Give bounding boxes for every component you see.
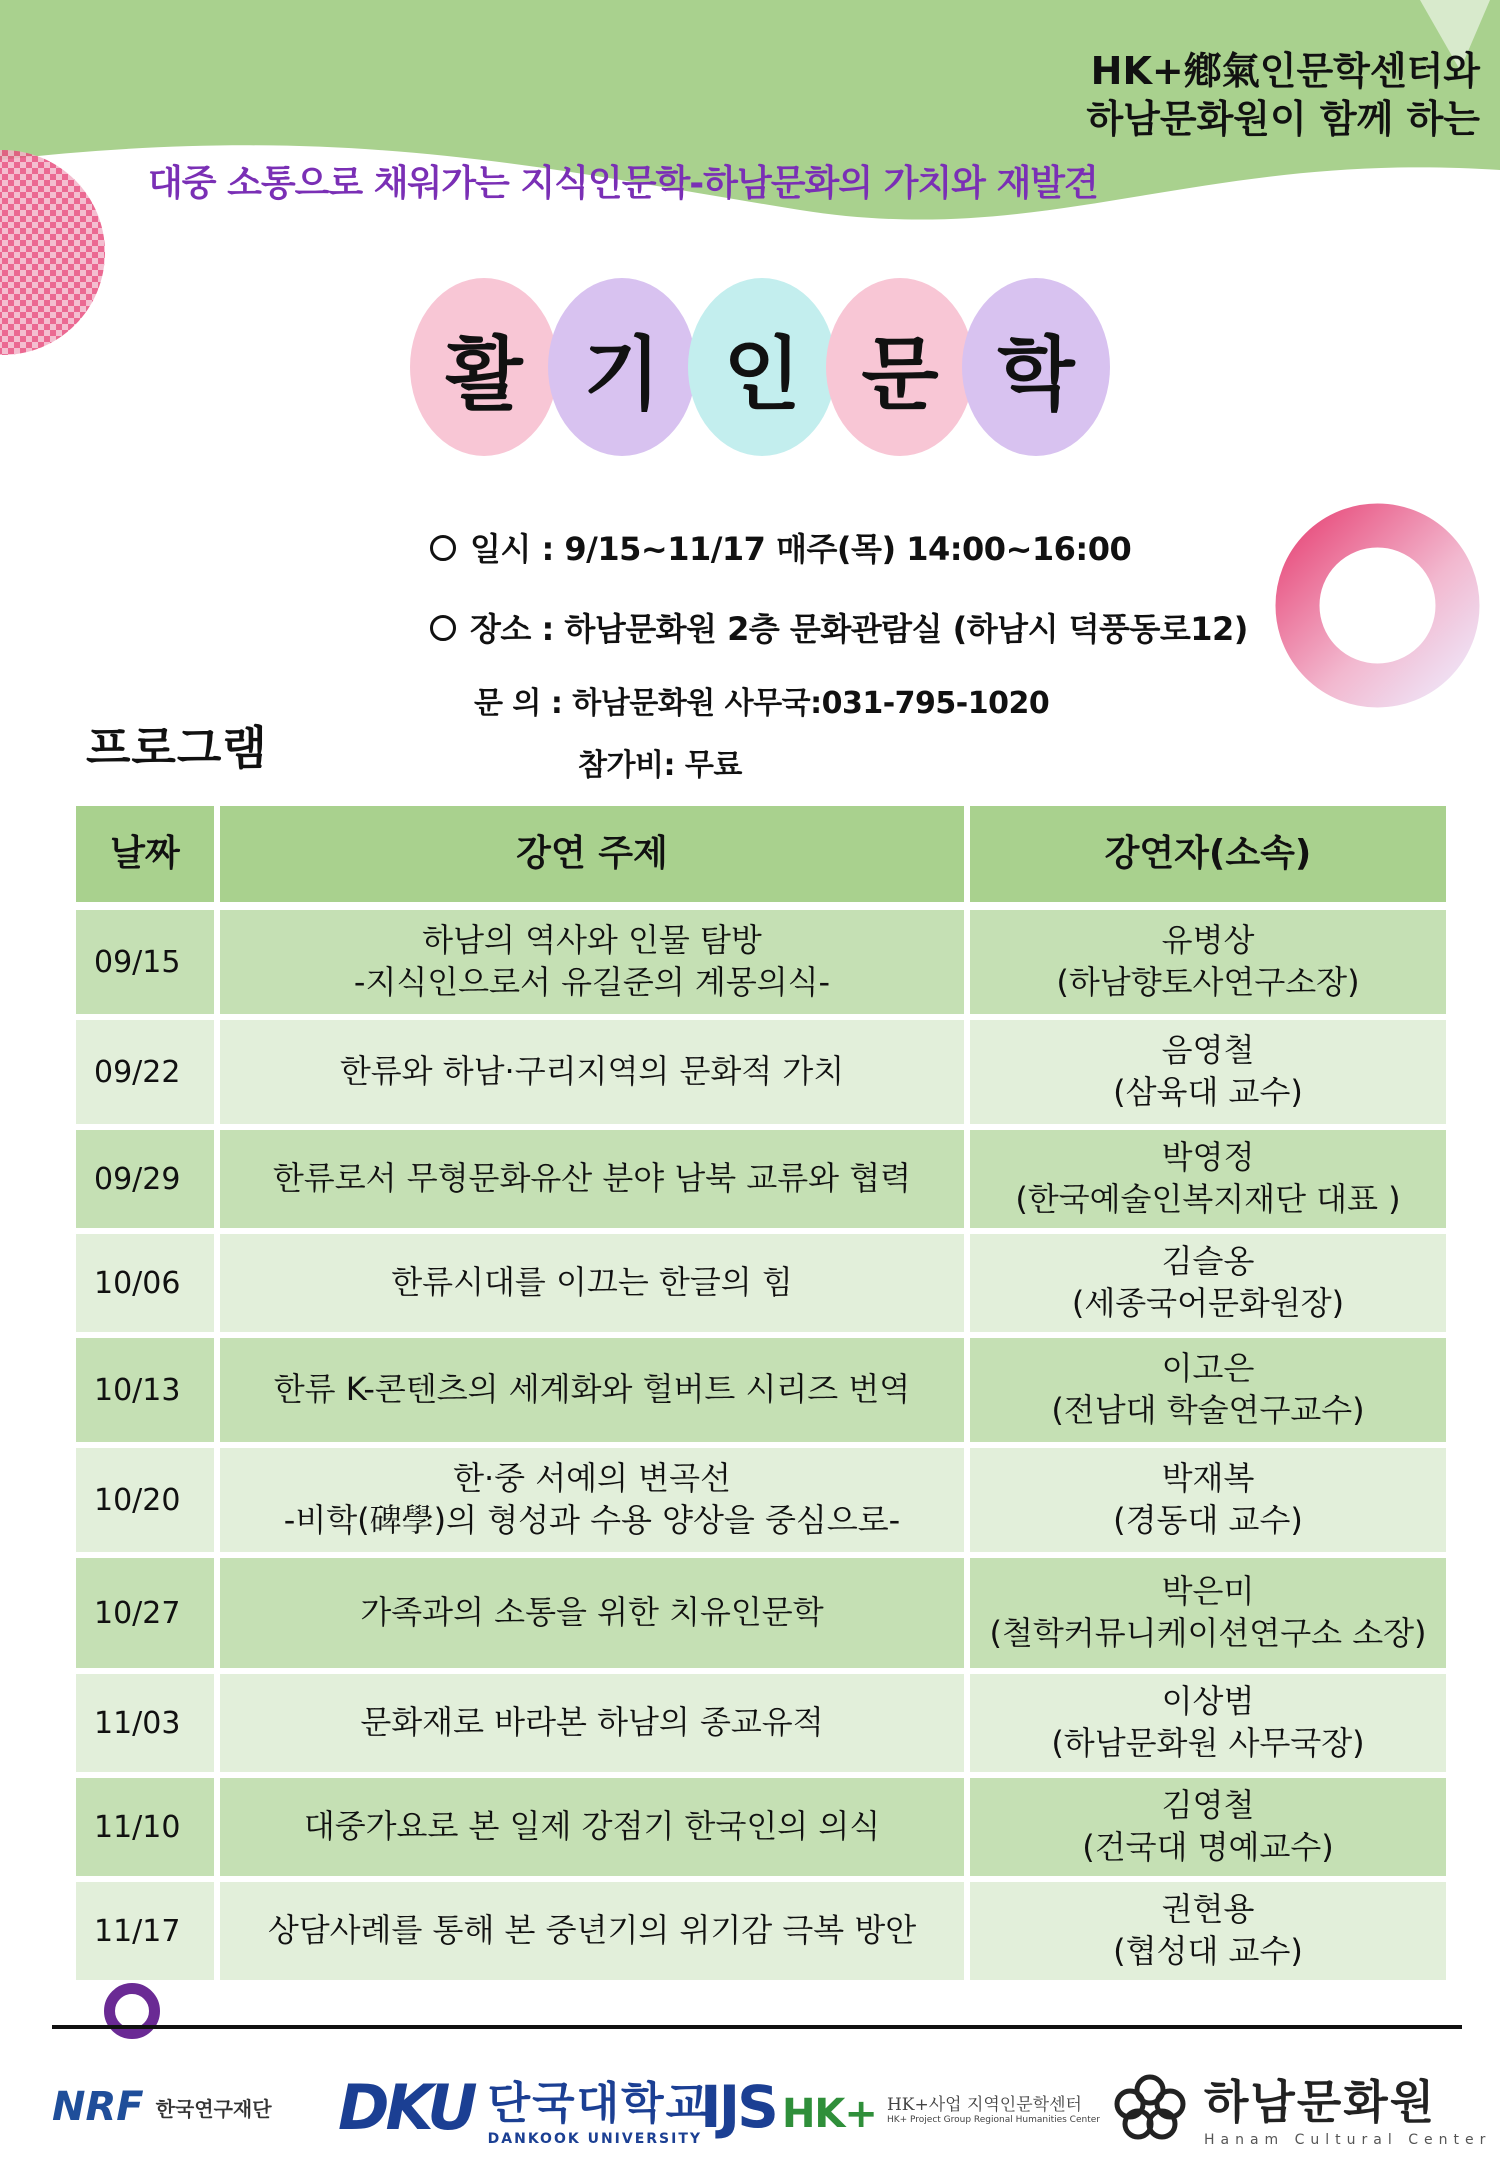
hanam-logo — [1110, 2062, 1491, 2152]
row-topic — [220, 1338, 964, 1442]
topic-line: 문화재로 바라본 하남의 종교유적 — [360, 1703, 824, 1742]
row-date: 10/27 — [76, 1558, 214, 1668]
row-topic — [220, 1448, 964, 1552]
header-date: 날짜 — [76, 806, 214, 902]
hanam-flower-icon — [1110, 2072, 1190, 2142]
table-row — [76, 1778, 1446, 1876]
table-row — [76, 1234, 1446, 1332]
speaker-affiliation: (한국예술인복지재단 대표 ) — [1015, 1180, 1401, 1218]
row-date: 11/10 — [76, 1778, 214, 1876]
ring-circle-decoration — [1270, 498, 1485, 713]
ijs-logo-text: HK+사업 지역인문학센터 — [886, 2094, 1082, 2115]
row-topic — [220, 1882, 964, 1980]
fee-info: 참가비: 무료 — [578, 748, 742, 783]
topic-line: 한류시대를 이끄는 한글의 힘 — [391, 1263, 793, 1302]
dku-logo — [338, 2062, 710, 2152]
row-date: 09/15 — [76, 910, 214, 1014]
speaker-name: 박영정 — [1161, 1138, 1255, 1177]
row-speaker — [970, 1234, 1446, 1332]
row-topic — [220, 1130, 964, 1228]
table-header-row — [76, 806, 1446, 902]
nrf-logo-text: 한국연구재단 — [155, 2096, 272, 2121]
topic-line: 하남의 역사와 인물 탐방 — [422, 921, 762, 960]
row-speaker — [970, 1558, 1446, 1668]
organizer-line-1: HK+鄕氣인문학센터와 — [1090, 49, 1480, 93]
speaker-affiliation: (하남문화원 사무국장) — [1051, 1724, 1365, 1762]
speaker-name: 유병상 — [1161, 921, 1255, 960]
header-topic: 강연 주제 — [220, 806, 964, 902]
ijs-logo-mark: IJS HK+ — [700, 2073, 877, 2141]
row-speaker — [970, 1778, 1446, 1876]
row-topic — [220, 1234, 964, 1332]
table-row — [76, 1674, 1446, 1772]
small-ring-decoration — [104, 1983, 160, 2039]
topic-line: -지식인으로서 유길준의 계몽의식- — [353, 963, 831, 1001]
tagline: 대중 소통으로 채워가는 지식인문학-하남문화의 가치와 재발견 — [148, 163, 1098, 204]
row-date: 10/06 — [76, 1234, 214, 1332]
speaker-name: 박은미 — [1161, 1572, 1255, 1611]
hanam-logo-eng: Hanam Cultural Center — [1204, 2132, 1492, 2148]
topic-line: 한류 K-콘텐츠의 세계화와 헐버트 시리즈 번역 — [273, 1370, 911, 1409]
nrf-logo-mark: NRF — [52, 2084, 144, 2130]
topic-line: 대중가요로 본 일제 강점기 한국인의 의식 — [303, 1807, 881, 1846]
speaker-name: 김영철 — [1161, 1786, 1255, 1825]
row-speaker — [970, 910, 1446, 1014]
row-speaker — [970, 1448, 1446, 1552]
dku-logo-mark: DKU — [338, 2070, 474, 2144]
footer-divider — [52, 2025, 1462, 2029]
topic-line: 한류와 하남·구리지역의 문화적 가치 — [339, 1052, 845, 1091]
row-topic — [220, 1558, 964, 1668]
schedule-info: 일시 : 9/15~11/17 매주(목) 14:00~16:00 — [430, 524, 1131, 570]
schedule-table — [76, 806, 1446, 1986]
speaker-affiliation: (철학커뮤니케이션연구소 소장) — [989, 1614, 1427, 1652]
table-row — [76, 1338, 1446, 1442]
title-char-5: 학 — [962, 278, 1110, 456]
dku-logo-eng: DANKOOK UNIVERSITY — [487, 2131, 703, 2147]
speaker-name: 김슬옹 — [1161, 1242, 1255, 1281]
title-char-1: 활 — [410, 278, 558, 456]
circle-bullet-icon — [430, 535, 456, 561]
organizer-line-2: 하남문화원이 함께 하는 — [1086, 97, 1480, 141]
row-speaker — [970, 1130, 1446, 1228]
ijs-logo — [700, 2062, 1100, 2152]
table-row — [76, 1448, 1446, 1552]
title-char-2: 기 — [548, 278, 696, 456]
table-row — [76, 1882, 1446, 1980]
contact-info: 문 의 : 하남문화원 사무국:031-795-1020 — [474, 686, 1050, 721]
speaker-name: 권현용 — [1161, 1890, 1255, 1929]
speaker-name: 박재복 — [1161, 1459, 1255, 1498]
topic-line: -비학(碑學)의 형성과 수용 양상을 중심으로- — [283, 1501, 901, 1539]
ijs-logo-eng: HK+ Project Group Regional Humanities Center — [886, 2114, 1100, 2125]
hanam-logo-text: 하남문화원 — [1204, 2075, 1437, 2129]
speaker-name: 이상범 — [1161, 1682, 1255, 1721]
venue-info: 장소 : 하남문화원 2층 문화관람실 (하남시 덕풍동로12) — [430, 604, 1248, 650]
row-topic — [220, 1778, 964, 1876]
speaker-affiliation: (전남대 학술연구교수) — [1051, 1391, 1365, 1429]
speaker-affiliation: (세종국어문화원장) — [1071, 1284, 1345, 1322]
row-date: 11/17 — [76, 1882, 214, 1980]
header-speaker: 강연자(소속) — [970, 806, 1446, 902]
speaker-affiliation: (삼육대 교수) — [1113, 1073, 1303, 1111]
row-speaker — [970, 1338, 1446, 1442]
speaker-affiliation: (협성대 교수) — [1113, 1932, 1303, 1970]
program-heading: 프로그램 — [86, 721, 268, 775]
row-date: 09/29 — [76, 1130, 214, 1228]
row-topic — [220, 1020, 964, 1124]
nrf-logo — [52, 2062, 272, 2152]
speaker-affiliation: (경동대 교수) — [1113, 1501, 1303, 1539]
row-date: 10/13 — [76, 1338, 214, 1442]
title-char-4: 문 — [826, 278, 974, 456]
row-speaker — [970, 1020, 1446, 1124]
row-topic — [220, 1674, 964, 1772]
table-row — [76, 1130, 1446, 1228]
speaker-name: 음영철 — [1161, 1031, 1255, 1070]
speaker-affiliation: (건국대 명예교수) — [1082, 1828, 1334, 1866]
dku-logo-text: 단국대학교 — [487, 2078, 711, 2129]
topic-line: 가족과의 소통을 위한 치유인문학 — [360, 1593, 824, 1632]
row-topic — [220, 910, 964, 1014]
row-date: 11/03 — [76, 1674, 214, 1772]
table-body — [76, 910, 1446, 1980]
table-row — [76, 910, 1446, 1014]
speaker-affiliation: (하남향토사연구소장) — [1056, 963, 1360, 1001]
topic-line: 한·중 서예의 변곡선 — [453, 1459, 731, 1498]
topic-line: 상담사례를 통해 본 중년기의 위기감 극복 방안 — [267, 1911, 917, 1950]
row-date: 10/20 — [76, 1448, 214, 1552]
table-row — [76, 1558, 1446, 1668]
row-date: 09/22 — [76, 1020, 214, 1124]
row-speaker — [970, 1674, 1446, 1772]
circle-bullet-icon — [430, 615, 456, 641]
topic-line: 한류로서 무형문화유산 분야 남북 교류와 협력 — [272, 1159, 912, 1198]
title-char-3: 인 — [688, 278, 836, 456]
table-row — [76, 1020, 1446, 1124]
row-speaker — [970, 1882, 1446, 1980]
speaker-name: 이고은 — [1161, 1349, 1255, 1388]
